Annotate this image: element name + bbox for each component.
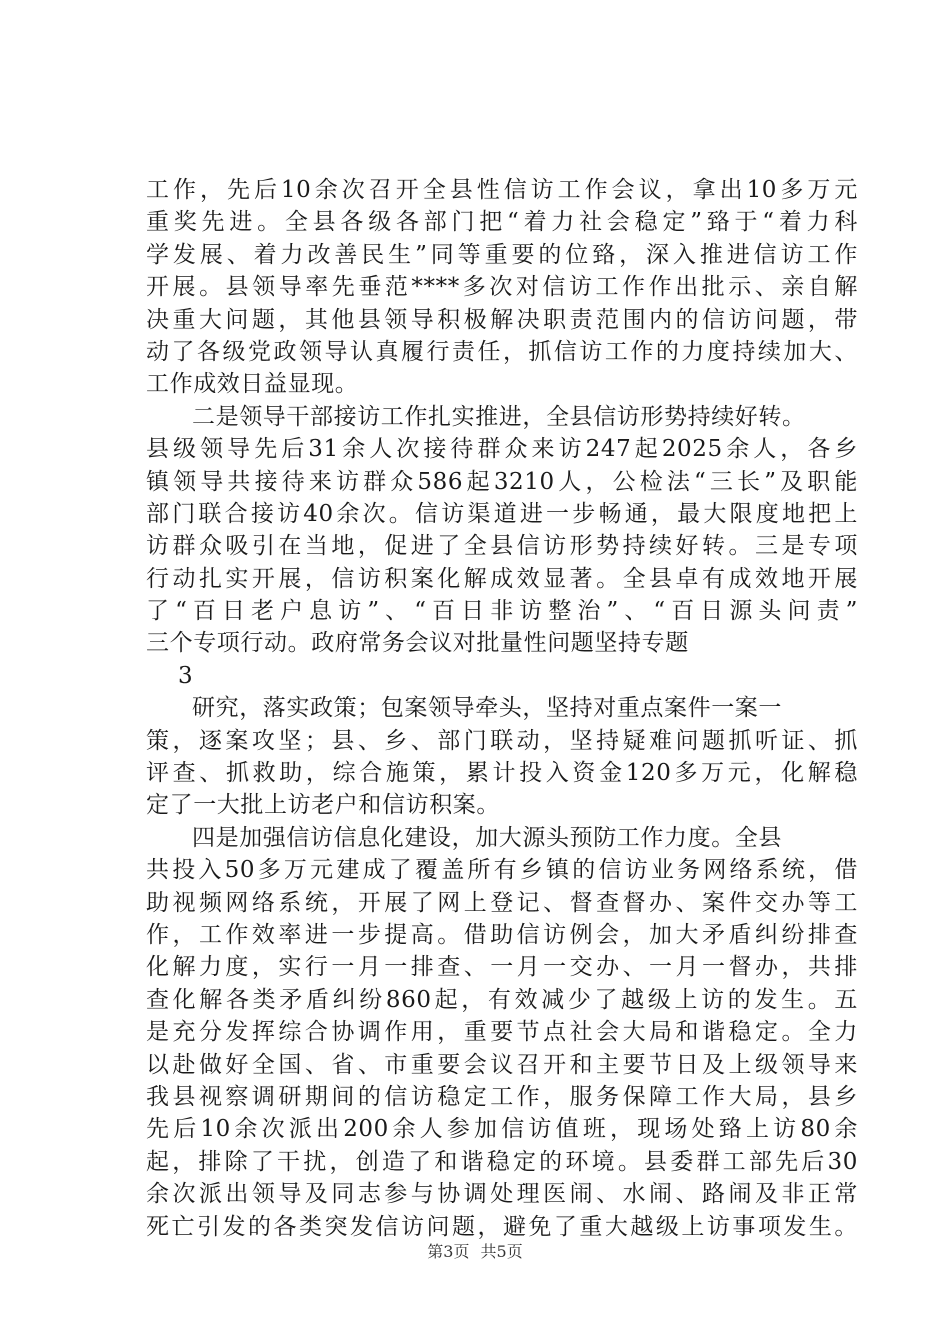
text-line: 评查、抓救助，综合施策，累计投入资金120多万元，化解稳 (146, 760, 858, 787)
text-line: 决重大问题，其他县领导积极解决职责范围内的信访问题，带 (146, 306, 858, 333)
text-line: 重奖先进。全县各级各部门把“着力社会稳定”臵于“着力科 (146, 209, 858, 236)
text-line: 先后10余次派出200余人参加信访值班，现场处臵上访80余 (146, 1116, 858, 1143)
total-pages-label: 共5页 (480, 1242, 523, 1261)
text-line: 工作，先后10余次召开全县性信访工作会议，拿出10多万元 (146, 177, 858, 203)
text-line: 了“百日老户息访”、“百日非访整治”、“百日源头问责” (146, 598, 858, 625)
text-line: 起，排除了干扰，创造了和谐稳定的环境。县委群工部先后30 (146, 1148, 858, 1175)
text-line: 访群众吸引在当地，促进了全县信访形势持续好转。三是专项 (146, 533, 858, 560)
text-line: 三个专项行动。政府常务会议对批量性问题坚持专题 (146, 630, 689, 657)
text-line: 以赴做好全国、省、市重要会议召开和主要节日及上级领导来 (146, 1051, 858, 1078)
text-line: 学发展、着力改善民生”同等重要的位臵，深入推进信访工作 (146, 241, 858, 268)
text-line: 镇领导共接待来访群众586起3210人，公检法“三长”及职能 (146, 468, 858, 495)
text-line: 策，逐案攻坚；县、乡、部门联动，坚持疑难问题抓听证、抓 (146, 727, 858, 754)
text-line: 动了各级党政领导认真履行责任，抓信访工作的力度持续加大、 (146, 338, 858, 365)
document-body (146, 174, 858, 1243)
text-line: 是充分发挥综合协调作用，重要节点社会大局和谐稳定。全力 (146, 1019, 858, 1046)
text-line: 查化解各类矛盾纠纷860起，有效减少了越级上访的发生。五 (146, 986, 858, 1013)
text-line: 作，工作效率进一步提高。借助信访例会，加大矛盾纠纷排查 (146, 921, 858, 948)
paragraph-first-line: 研究，落实政策；包案领导牵头，坚持对重点案件一案一 (192, 695, 782, 722)
page-footer (0, 1242, 950, 1262)
text-line: 我县视察调研期间的信访稳定工作，服务保障工作大局，县乡 (146, 1083, 858, 1110)
text-line: 余次派出领导及同志参与协调处理医闹、水闹、路闹及非正常 (146, 1181, 858, 1208)
paragraph-first-line: 二是领导干部接访工作扎实推进，全县信访形势持续好转。 (192, 403, 806, 430)
text-line: 部门联合接访40余次。信访渠道进一步畅通，最大限度地把上 (146, 500, 858, 527)
current-page-label: 第3页 (427, 1242, 470, 1261)
text-line: 死亡引发的各类突发信访问题，避免了重大越级上访事项发生。 (146, 1213, 858, 1240)
text-line: 定了一大批上访老户和信访积案。 (146, 792, 500, 819)
inline-page-number: 3 (178, 662, 194, 689)
text-line: 共投入50多万元建成了覆盖所有乡镇的信访业务网络系统，借 (146, 857, 858, 884)
text-line: 县级领导先后31余人次接待群众来访247起2025余人，各乡 (146, 436, 858, 463)
text-line: 开展。县领导率先垂范****多次对信访工作作出批示、亲自解 (146, 274, 858, 301)
text-line: 化解力度，实行一月一排查、一月一交办、一月一督办，共排 (146, 954, 858, 981)
text-line: 行动扎实开展，信访积案化解成效显著。全县卓有成效地开展 (146, 565, 858, 592)
paragraph-first-line: 四是加强信访信息化建设，加大源头预防工作力度。全县 (192, 824, 782, 851)
text-line: 助视频网络系统，开展了网上登记、督查督办、案件交办等工 (146, 889, 858, 916)
text-line: 工作成效日益显现。 (146, 371, 359, 398)
